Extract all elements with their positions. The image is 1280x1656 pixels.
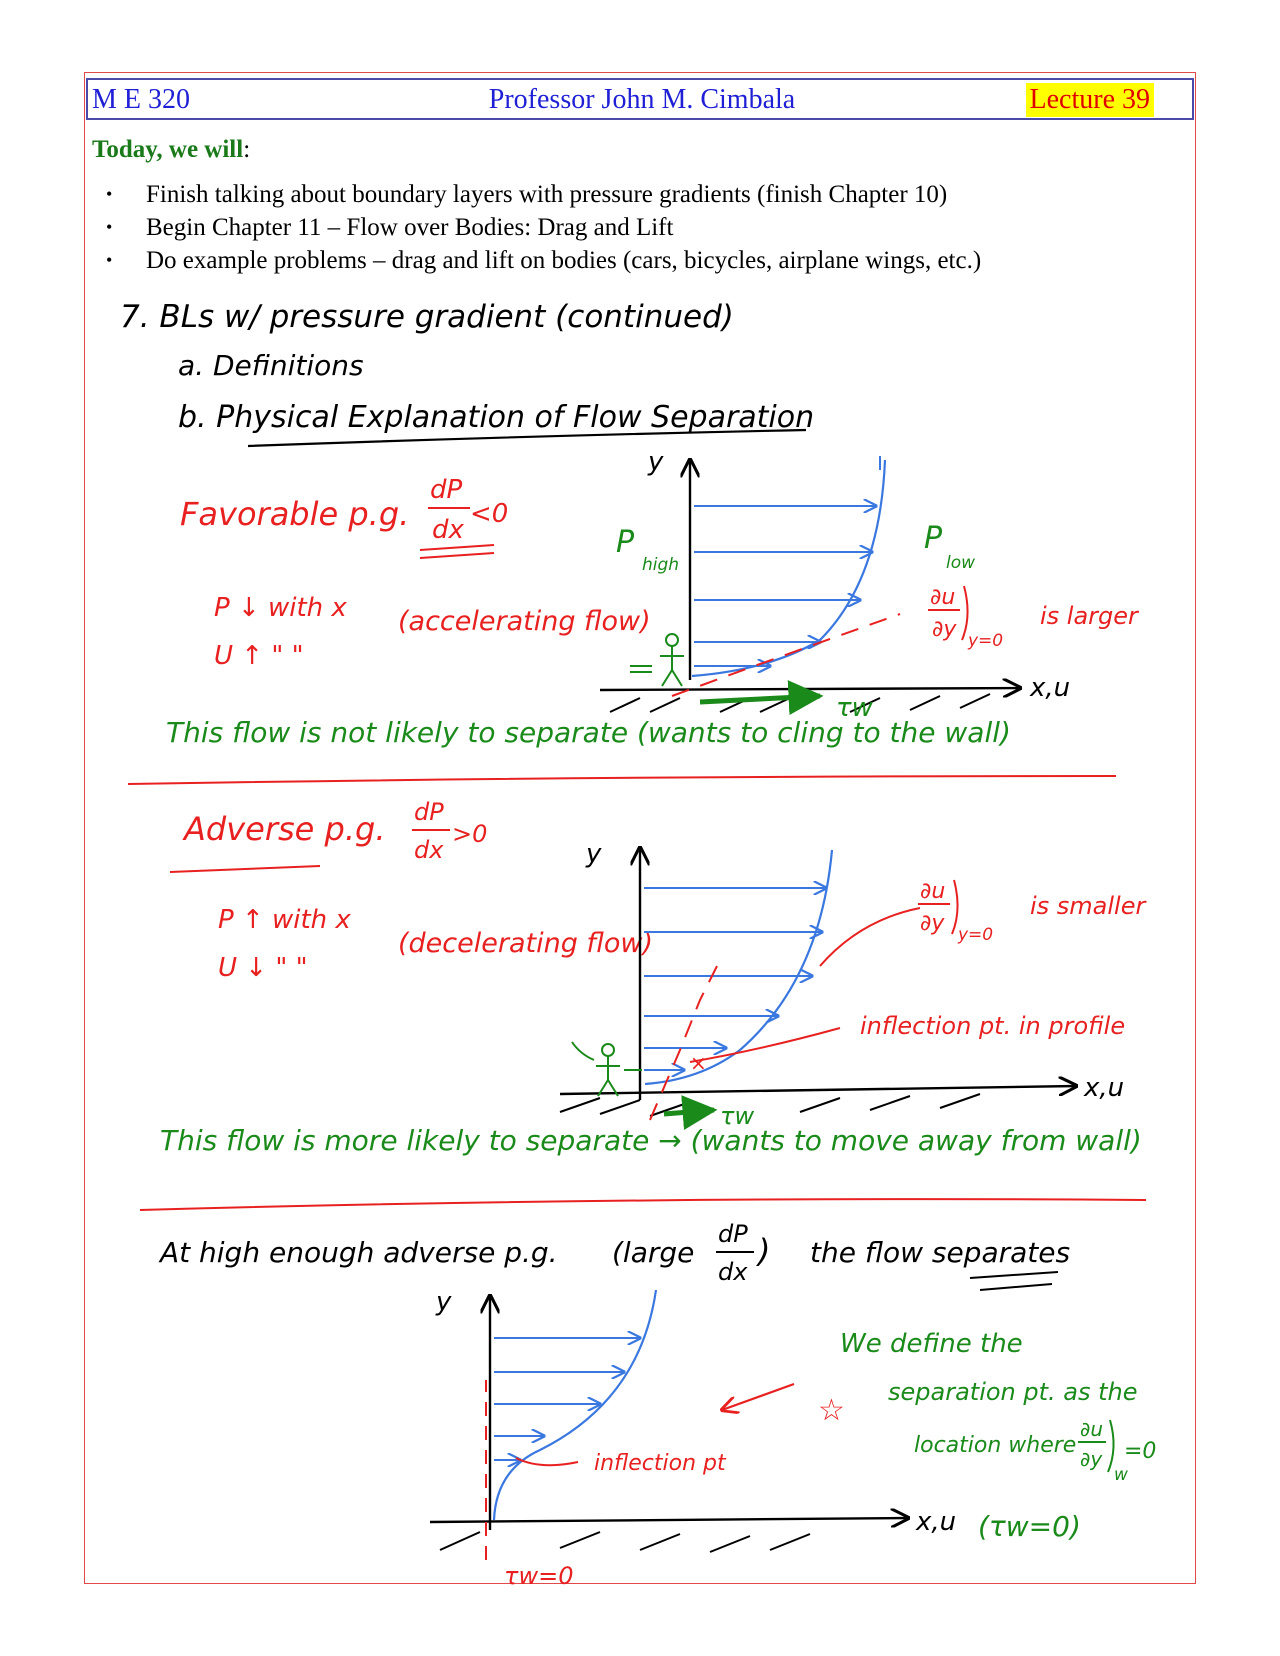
favorable-dp: dP	[430, 475, 463, 505]
favorable-summary: This flow is not likely to separate (wants to cling to the wall)	[166, 716, 1011, 749]
adverse-velocity-trend: U ↓ " "	[218, 953, 308, 983]
star-icon: ☆	[818, 1393, 845, 1428]
wall-hatching	[440, 1532, 810, 1552]
item-b-heading: b. Physical Explanation of Flow Separation	[178, 400, 815, 435]
today-lead: Today, we will	[92, 136, 244, 163]
wall-hatching	[560, 1094, 980, 1116]
lecture-number: Lecture 39	[1026, 83, 1155, 117]
wall-slope-line	[672, 614, 900, 696]
eval-bar	[952, 880, 958, 934]
favorable-pressure-trend: P ↓ with x	[214, 593, 347, 623]
adverse-condition: >0	[452, 820, 488, 848]
double-underline	[970, 1272, 1058, 1290]
favorable-section	[166, 447, 1140, 749]
decelerating-flow-label: (decelerating flow)	[398, 928, 653, 959]
is-smaller-label: is smaller	[1030, 892, 1146, 920]
pointer-arrow	[722, 1384, 794, 1410]
adverse-x-axis	[560, 1086, 1076, 1094]
professor-name: Professor John M. Cimbala	[488, 84, 796, 115]
adverse-section	[160, 798, 1147, 1157]
adverse-title: Adverse p.g.	[184, 810, 386, 848]
agenda-item: • Finish talking about boundary layers with pressure gradients (finish Chapter 10)	[100, 178, 981, 211]
separation-intro: At high enough adverse p.g.	[160, 1236, 558, 1269]
favorable-title: Favorable p.g.	[180, 495, 410, 533]
separation-dp: dP	[718, 1220, 748, 1248]
definition-line-1: We define the	[840, 1329, 1023, 1359]
p-low-label: P	[924, 521, 943, 556]
agenda-item: • Begin Chapter 11 – Flow over Bodies: Drag and Lift	[100, 211, 981, 244]
definition-line-2: separation pt. as the	[888, 1378, 1138, 1406]
adverse-dp: dP	[414, 798, 444, 826]
separation-x-label: x,u	[916, 1507, 957, 1537]
agenda-item: • Do example problems – drag and lift on bodies (cars, bicycles, airplane wings, etc.)	[100, 244, 981, 277]
adverse-dx: dx	[414, 836, 444, 864]
inflection-profile-label: inflection pt. in profile	[860, 1012, 1126, 1040]
separation-dy: ∂y	[1080, 1447, 1103, 1471]
wall-slope-line	[650, 960, 720, 1120]
eval-bar	[1108, 1420, 1114, 1472]
adverse-pressure-trend: P ↑ with x	[218, 905, 351, 935]
adverse-summary: This flow is more likely to separate → (wants to move away from wall)	[160, 1124, 1142, 1157]
item-7-heading: 7. BLs w/ pressure gradient (continued)	[120, 299, 734, 335]
definition-line-3: location where	[914, 1433, 1077, 1458]
today-heading: Today, we will:	[92, 136, 251, 163]
separation-du: ∂u	[1080, 1417, 1104, 1441]
separation-y-label: y	[436, 1287, 452, 1317]
adverse-eval: y=0	[958, 925, 994, 945]
separation-section	[158, 1220, 1156, 1590]
inflection-pointer	[690, 1028, 840, 1062]
favorable-tau: τw	[836, 693, 873, 723]
separation-x-axis	[430, 1518, 908, 1522]
adverse-y-label: y	[586, 839, 602, 869]
p-low-sub: low	[946, 553, 976, 573]
favorable-velocity-trend: U ↑ " "	[214, 641, 304, 671]
item-a-heading: a. Definitions	[178, 349, 364, 382]
eval-bar	[962, 586, 968, 640]
shear-stress-arrow	[664, 1110, 714, 1114]
person-icon	[572, 1042, 642, 1096]
p-high-sub: high	[642, 555, 680, 575]
separation-dx: dx	[718, 1258, 748, 1286]
slope-pointer	[820, 908, 920, 966]
course-code: M E 320	[92, 84, 190, 115]
inflection-mark: ×	[690, 1051, 707, 1075]
flow-separates-label: the flow separates	[810, 1236, 1071, 1269]
favorable-x-axis	[600, 688, 1020, 690]
tau-w-zero-label: (τw=0)	[978, 1510, 1081, 1543]
adverse-x-label: x,u	[1084, 1073, 1125, 1103]
accelerating-flow-label: (accelerating flow)	[398, 606, 651, 637]
favorable-dx: dx	[432, 515, 464, 545]
double-underline	[420, 545, 494, 558]
person-icon	[630, 634, 684, 686]
underline	[170, 866, 320, 872]
close-paren: )	[758, 1232, 771, 1270]
favorable-eval: y=0	[968, 631, 1004, 651]
favorable-condition: <0	[470, 499, 509, 529]
equals-zero: =0	[1124, 1439, 1157, 1464]
separation-eval: w	[1114, 1465, 1128, 1485]
favorable-y-label: y	[648, 447, 664, 477]
adverse-du: ∂u	[920, 879, 946, 904]
favorable-x-label: x,u	[1030, 673, 1071, 703]
section-divider	[128, 776, 1116, 784]
adverse-tau: τw	[720, 1102, 755, 1130]
favorable-dy: ∂y	[932, 617, 957, 642]
adverse-dy: ∂y	[920, 911, 945, 936]
tau-zero-label: τw=0	[504, 1562, 574, 1590]
large-label: (large	[612, 1236, 695, 1269]
is-larger-label: is larger	[1040, 602, 1138, 630]
section-divider	[140, 1199, 1146, 1210]
shear-stress-arrow	[700, 696, 820, 702]
favorable-velocity-profile	[692, 460, 885, 676]
favorable-du: ∂u	[930, 585, 956, 610]
p-high-label: P	[616, 525, 635, 560]
separation-inflection-label: inflection pt	[594, 1451, 726, 1476]
